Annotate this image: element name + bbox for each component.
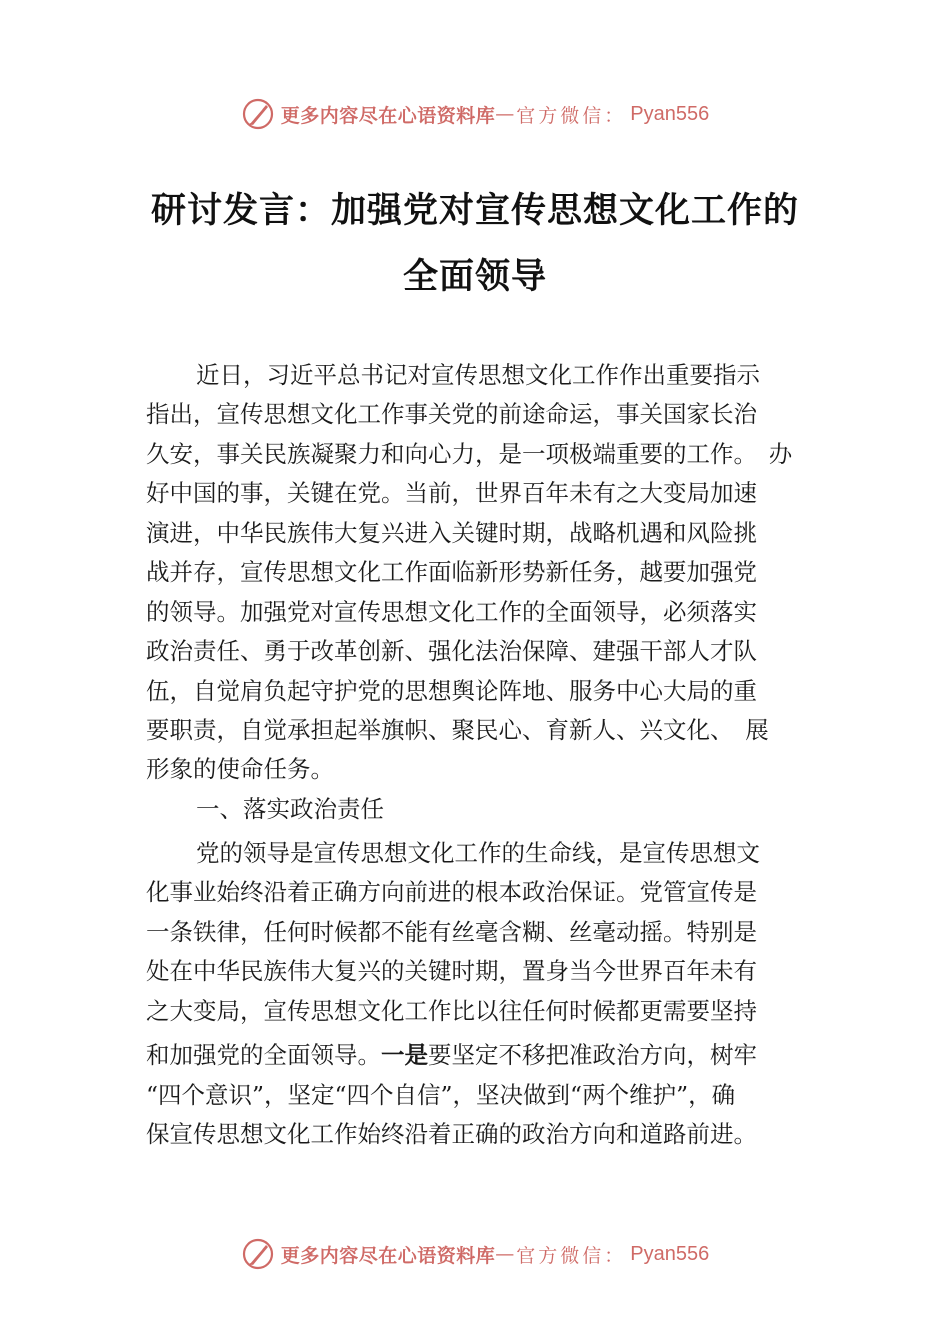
document-title-line-1: 研讨发言：加强党对宣传思想文化工作的 [150,190,799,231]
watermark-label: 官方微信： [516,1244,627,1267]
body-line: 好中国的事，关键在党。当前，世界百年未有之大变局加速 [146,479,757,507]
body-line: 演进，中华民族伟大复兴进入关键时期，战略机遇和风险挑 [146,519,757,547]
body-line: 近日，习近平总书记对宣传思想文化工作作出重要指示 [196,361,760,389]
watermark-top [0,94,950,134]
body-text-segment: 和加强党的全面领导。 [146,1041,381,1069]
watermark-dash: — [495,103,515,125]
feather-pen-logo-icon [241,97,275,131]
body-text-segment: 要坚定不移把准政治方向，树牢 [428,1041,757,1069]
watermark-dash: — [495,1243,515,1265]
bold-emphasis: 一是 [381,1041,428,1069]
body-line: 一条铁律，任何时候都不能有丝毫含糊、丝毫动摇。特别是 [146,918,757,946]
body-line: 化事业始终沿着正确方向前进的根本政治保证。党管宣传是 [146,878,757,906]
body-line: 处在中华民族伟大复兴的关键时期，置身当今世界百年未有 [146,957,757,985]
body-line: 指出，宣传思想文化工作事关党的前途命运，事关国家长治 [146,400,757,428]
body-line: 伍，自觉肩负起守护党的思想舆论阵地、服务中心大局的重 [146,677,757,705]
body-line: 党的领导是宣传思想文化工作的生命线，是宣传思想文 [196,839,760,867]
body-line: 保宣传思想文化工作始终沿着正确的政治方向和道路前进。 [146,1120,757,1148]
watermark-bottom [0,1234,950,1274]
document-title-line-2: 全面领导 [402,256,547,297]
section-heading: 一、落实政治责任 [196,795,384,823]
body-line: 战并存，宣传思想文化工作面临新形势新任务，越要加强党 [146,558,757,586]
body-line: 之大变局，宣传思想文化工作比以往任何时候都更需要坚持 [146,997,757,1025]
watermark-label: 官方微信： [516,104,627,127]
body-line: 要职责，自觉承担起举旗帜、聚民心、育新人、兴文化、 展 [146,716,769,744]
body-line: 政治责任、勇于改革创新、强化法治保障、建强干部人才队 [146,637,757,665]
feather-pen-logo-icon [241,1237,275,1271]
body-line: 久安，事关民族凝聚力和向心力，是一项极端重要的工作。 办 [146,440,793,468]
watermark-main-text: 更多内容尽在心语资料库 [280,1244,496,1267]
body-line: 的领导。加强党对宣传思想文化工作的全面领导，必须落实 [146,598,757,626]
body-line: “四个意识”，坚定“四个自信”，坚决做到“两个维护”，确 [146,1081,736,1109]
body-line: 形象的使命任务。 [146,755,334,783]
watermark-wechat-id: Pyan556 [630,102,710,125]
body-line-mixed [146,1041,757,1069]
watermark-main-text: 更多内容尽在心语资料库 [280,104,496,127]
watermark-wechat-id: Pyan556 [630,1242,710,1265]
